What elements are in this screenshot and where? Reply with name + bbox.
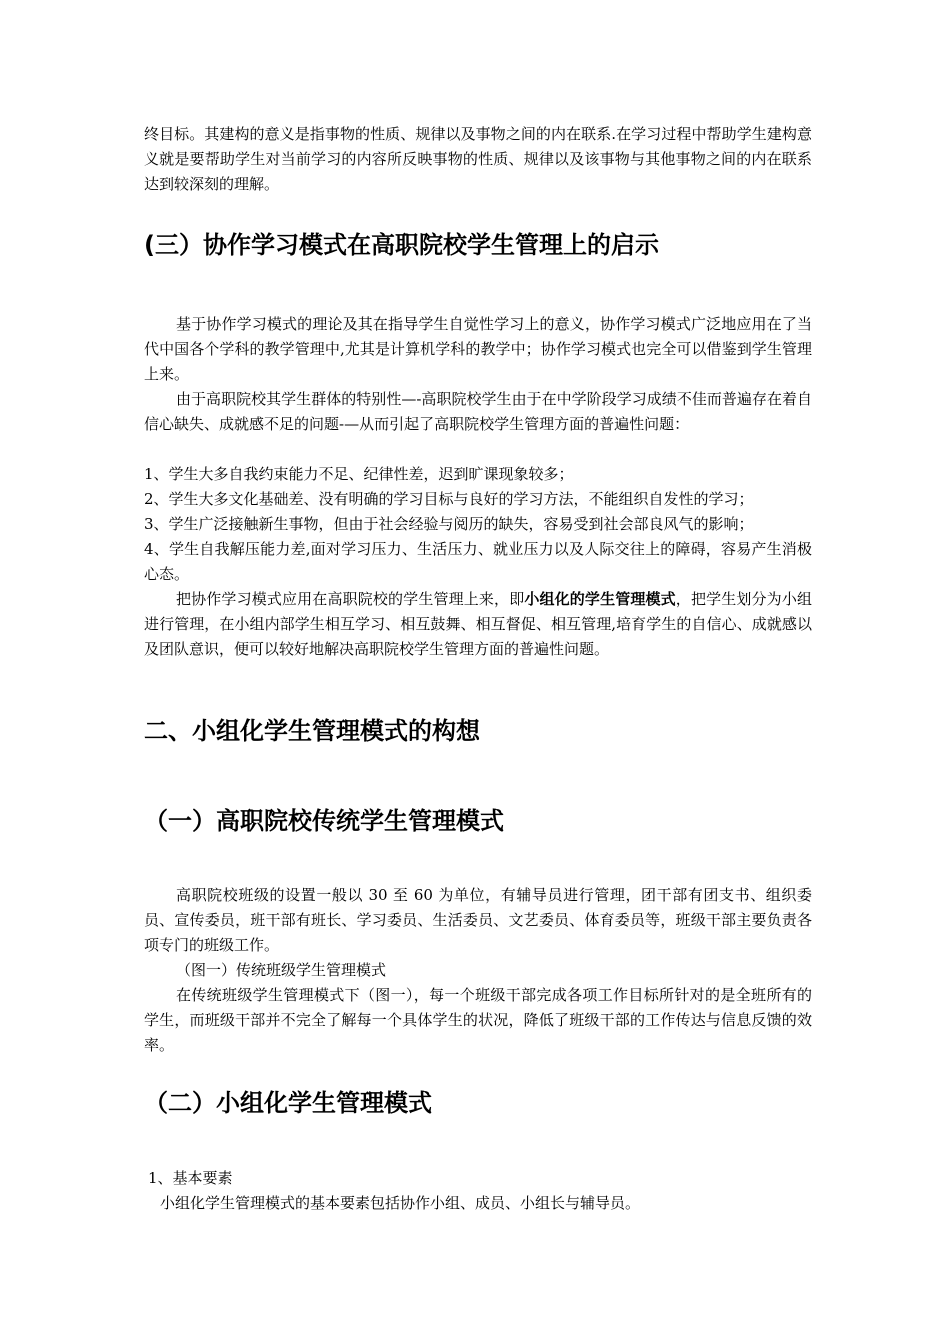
heading-section-3: (三）协作学习模式在高职院校学生管理上的启示 [144, 231, 659, 259]
heading-subsection-2: （二）小组化学生管理模式 [144, 1089, 432, 1117]
paragraph-class-setup: 高职院校班级的设置一般以 30 至 60 为单位，有辅导员进行管理，团干部有团支书、组织委员、宣传委员，班干部有班长、学习委员、生活委员、文艺委员、体育委员等，班级干部主要负责各项专门的班级工作。 [144, 886, 812, 954]
paragraph-special: 由于高职院校其学生群体的特别性—-高职院校学生由于在中学阶段学习成绩不佳而普遍存在着自信心缺失、成就感不足的问题-—从而引起了高职院校学生管理方面的普遍性问题： [144, 390, 812, 433]
problem-item-4: 4、学生自我解压能力差,面对学习压力、生活压力、就业压力以及人际交往上的障碍，容易产生消极心态。 [144, 540, 812, 583]
problem-item-3: 3、学生广泛接触新生事物，但由于社会经验与阅历的缺失，容易受到社会部良风气的影响； [144, 515, 754, 533]
paragraph-apply [144, 587, 812, 662]
paragraph-apply-bold: 小组化的学生管理模式 [524, 590, 676, 608]
paragraph-apply-text-1: 把协作学习模式应用在高职院校的学生管理上来，即 [176, 590, 525, 608]
paragraph-elements: 小组化学生管理模式的基本要素包括协作小组、成员、小组长与辅导员。 [160, 1194, 641, 1212]
problem-item-1: 1、学生大多自我约束能力不足、纪律性差，迟到旷课现象较多； [144, 465, 574, 483]
paragraph-traditional: 在传统班级学生管理模式下（图一），每一个班级干部完成各项工作目标所针对的是全班所有的学生，而班级干部并不完全了解每一个具体学生的状况，降低了班级干部的工作传达与信息反馈的效率。 [144, 986, 812, 1054]
heading-chapter-2: 二、小组化学生管理模式的构想 [144, 717, 480, 745]
paragraph-basis: 基于协作学习模式的理论及其在指导学生自觉性学习上的意义，协作学习模式广泛地应用在了当代中国各个学科的教学管理中,尤其是计算机学科的教学中；协作学习模式也完全可以借鉴到学生管理上来。 [144, 315, 812, 383]
figure-caption: （图一）传统班级学生管理模式 [176, 961, 387, 979]
heading-subsection-1: （一）高职院校传统学生管理模式 [144, 807, 504, 835]
problem-item-2: 2、学生大多文化基础差、没有明确的学习目标与良好的学习方法，不能组织自发性的学习； [144, 490, 754, 508]
subheading-basic-elements: 1、基本要素 [148, 1169, 233, 1187]
paragraph-apply-text-2: ，把学生划分为小组进行管理，在小组内部学生相互学习、相互鼓舞、相互督促、相互管理,培育学生的自信心、成就感以及团队意识，便可以较好地解决高职院校学生管理方面的普遍性问题。 [144, 590, 812, 658]
paragraph-intro: 终目标。其建构的意义是指事物的性质、规律以及事物之间的内在联系.在学习过程中帮助学生建构意义就是要帮助学生对当前学习的内容所反映事物的性质、规律以及该事物与其他事物之间的内在联系达到较深刻的理解。 [144, 125, 812, 193]
